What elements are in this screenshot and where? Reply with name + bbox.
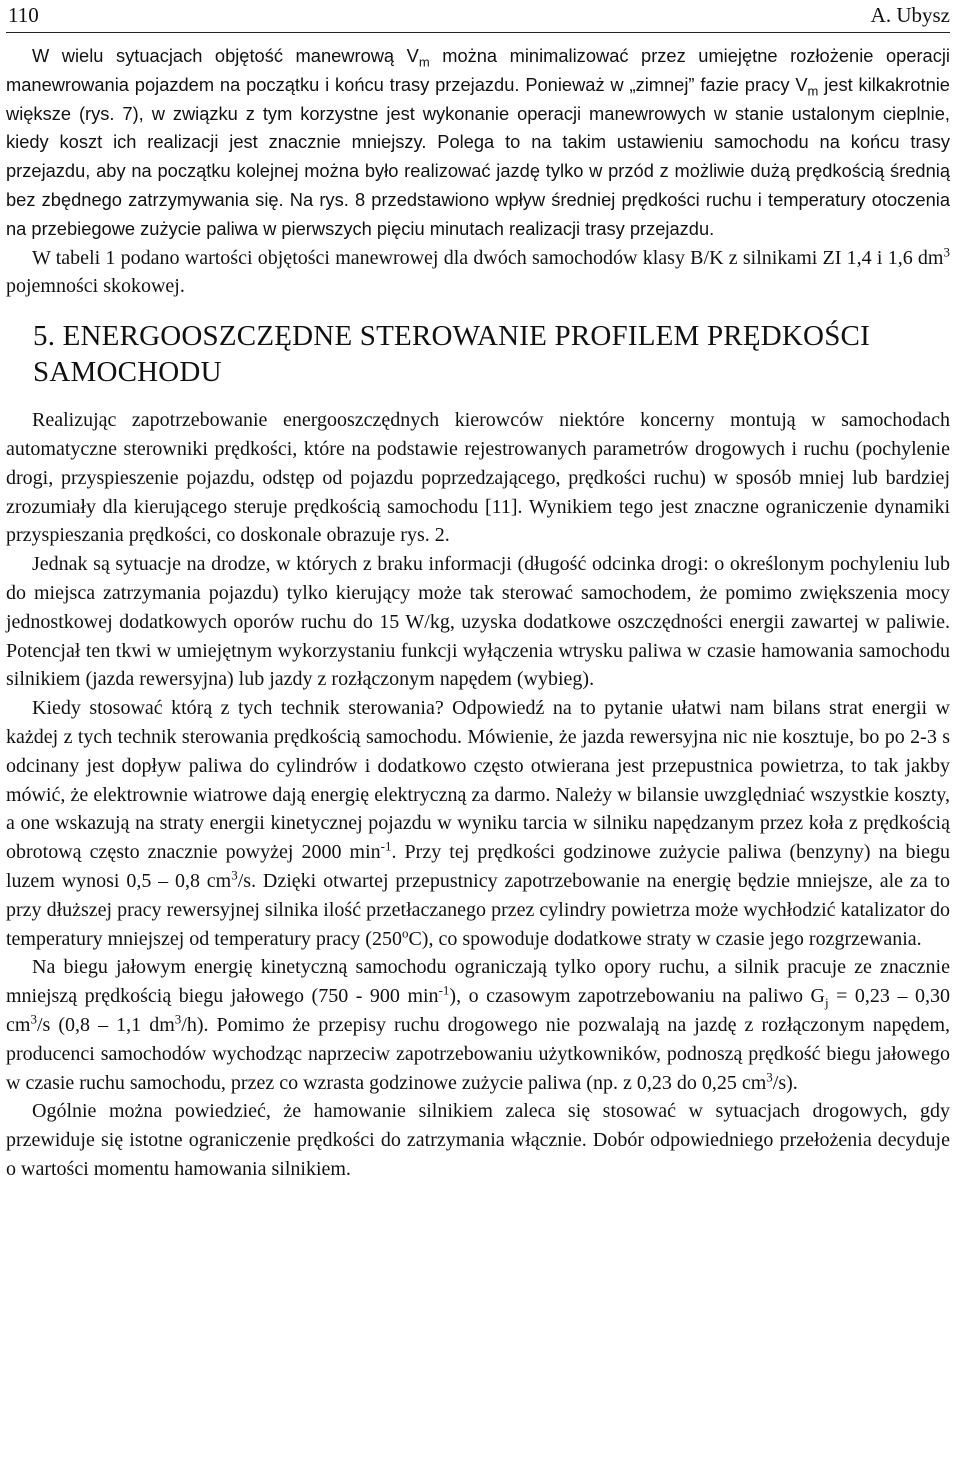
running-title: A. Ubysz bbox=[870, 3, 950, 27]
text-run: W tabeli 1 podano wartości objętości manewrowej dla dwóch samochodów klasy B/K z silnikami ZI 1,4 i 1,6 dm bbox=[32, 246, 944, 269]
subscript: j bbox=[824, 995, 829, 1011]
text-run: /s). bbox=[772, 1071, 798, 1094]
heading-line-1: 5. ENERGOOSZCZĘDNE STEROWANIE PROFILEM PRĘDKOŚCI bbox=[33, 320, 870, 353]
section-paragraph-4 bbox=[6, 953, 950, 1097]
text-run: Polega to na takim ustawieniu samochodu na końcu trasy przejazdu, aby na początku kolejnej można było realizować jazdę tylko w przód z możliwie dużą prędkością średnią bez zbędnego zatrzymywania się. Na rys. 8 przedstawiono wpływ średniej prędkości ruchu i temperatury otoczenia na przebiegowe zużycie paliwa w pierwszych pięciu minutach realizacji trasy przejazdu. bbox=[6, 131, 950, 239]
section-paragraph-3 bbox=[6, 694, 950, 953]
text-run: W wielu sytuacjach objętość manewrową V bbox=[32, 45, 419, 66]
document-page bbox=[6, 0, 950, 1184]
text-run: pojemności skokowej. bbox=[6, 275, 185, 298]
text-run: . Przy tej prędkości godzinowe zużycie paliwa (benzyny) na biegu luzem wynosi 0,5 – 0,8 cm bbox=[6, 841, 950, 892]
text-run: można minimalizować przez umiejętne rozłożenie operacji manewrowania pojazdem na początku i końcu trasy przejazdu. Ponieważ w „zimnej” fazie pracy V bbox=[6, 45, 950, 95]
subscript: m bbox=[807, 83, 819, 99]
page-number: 110 bbox=[8, 3, 39, 27]
section-paragraph-2: Jednak są sytuacje na drodze, w których z braku informacji (długość odcinka drogi: o określonym pochyleniu lub do miejsca zatrzymania pojazdu) tylko kierujący może tak sterować samochodem, że pomimo zwiększenia mocy jednostkowej dodatkowych oporów ruchu do 15 W/kg, uzyska dodatkowe oszczędności energii zawartej w paliwie. Potencjał ten tkwi w umiejętnym wykorzystaniu funkcji wyłączenia wtrysku paliwa w czasie hamowania samochodu silnikiem (jazda rewersyjna) lub jazdy z rozłączonym napędem (wybieg). bbox=[6, 553, 950, 691]
superscript: 3 bbox=[30, 1011, 37, 1027]
heading-line-2: SAMOCHODU bbox=[33, 356, 222, 389]
text-run: C), co spowoduje dodatkowe straty w czasie jego rozgrzewania. bbox=[408, 927, 922, 950]
intro-paragraph-1 bbox=[6, 42, 950, 244]
text-run: /h). Pomimo że przepisy ruchu drogowego nie pozwalają na jazdę z rozłączonym napędem, producenci samochodów wychodząc naprzeciw zapotrzebowaniu użytkowników, podnoszą prędkość biegu jałowego w czasie ruchu samochodu, przez co wzrasta godzinowe zużycie paliwa (np. z 0,23 do 0,25 cm bbox=[6, 1013, 950, 1094]
section-paragraph-1: Realizując zapotrzebowanie energooszczędnych kierowców niektóre koncerny montują w samochodach automatyczne sterowniki prędkości, które na podstawie rejestrowanych parametrów drogowych i ruchu (pochylenie drogi, przyspieszenie pojazdu, odstęp od pojazdu poprzedzającego, prędkości ruchu) w sposób mniej lub bardziej zrozumiały dla kierującego steruje prędkością samochodu [11]. Wynikiem tego jest znaczne ograniczenie dynamiki przyspieszania prędkości, co doskonale obrazuje rys. 2. bbox=[6, 409, 950, 547]
text-run: /s (0,8 – 1,1 dm bbox=[36, 1013, 175, 1036]
subscript: m bbox=[418, 54, 430, 70]
intro-paragraph-2 bbox=[6, 244, 950, 302]
text-run: = 0,23 – 0,30 cm bbox=[6, 985, 950, 1036]
superscript: -1 bbox=[380, 838, 392, 854]
superscript: 3 bbox=[174, 1011, 182, 1027]
superscript: 3 bbox=[766, 1068, 773, 1084]
text-run: jest kilkakrotnie większe (rys. 7), w związku z tym korzystne jest wykonanie operacji manewrowych w stanie ustalonym cieplnie, kiedy koszt ich realizacji jest znacznie mniejszy. bbox=[6, 73, 950, 153]
page-header bbox=[6, 0, 950, 33]
text-run: Na biegu jałowym energię kinetyczną samochodu ograniczają tylko opory ruchu, a silnik pracuje ze znacznie mniejszą prędkością biegu jałowego (750 - 900 min bbox=[6, 956, 950, 1008]
body-text bbox=[6, 42, 950, 1184]
superscript: 3 bbox=[231, 867, 238, 883]
text-run: /s. Dzięki otwartej przepustnicy zapotrzebowanie na energię będzie mniejsze, ale za to przy dłuższej pracy rewersyjnej silnika ilość przetłaczanego przez cylindry powietrza może wychłodzić katalizator do temperatury mniejszej od temperatury pracy (250 bbox=[6, 869, 950, 950]
text-run: Kiedy stosować którą z tych technik sterowania? Odpowiedź na to pytanie ułatwi nam bilans strat energii w każdej z tych technik sterowania prędkością samochodu. Mówienie, że jazda rewersyjna nic nie kosztuje, bo po 2-3 s odcinany jest dopływ paliwa do cylindrów i dodatkowo często otwierana jest przepustnica powietrza, to tak jakby mówić, że elektrownie wiatrowe dają energię elektryczną za darmo. Należy w bilansie uwzględniać wszystkie koszty, a one wskazują na straty energii kinetycznej pojazdu w wyniku tarcia w silniku napędzanym przez koła z prędkością obrotową często znacznie powyżej 2000 min bbox=[6, 697, 950, 864]
section-heading bbox=[6, 318, 950, 390]
superscript: -1 bbox=[438, 982, 450, 998]
superscript: o bbox=[401, 924, 409, 940]
section-paragraph-5: Ogólnie można powiedzieć, że hamowanie silnikiem zaleca się stosować w sytuacjach drogowych, gdy przewiduje się istotne ograniczenie prędkości do zatrzymania włącznie. Dobór odpowiedniego przełożenia decyduje o wartości momentu hamowania silnikiem. bbox=[6, 1100, 950, 1180]
text-run: ), o czasowym zapotrzebowaniu na paliwo G bbox=[449, 985, 825, 1008]
superscript: 3 bbox=[943, 243, 950, 259]
